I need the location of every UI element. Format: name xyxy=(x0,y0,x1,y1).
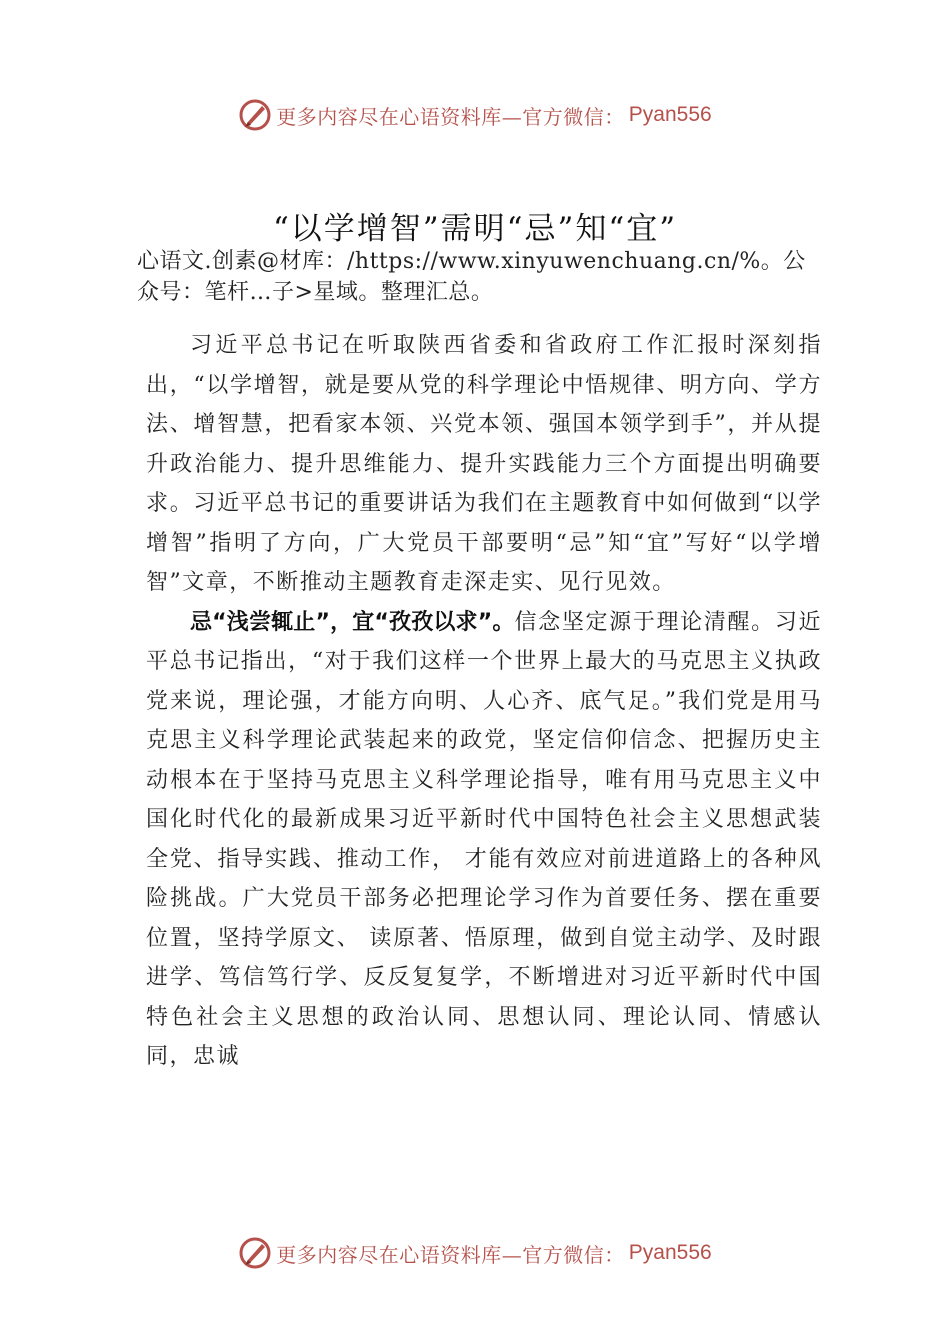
source-line: 心语文.创素@材库：/https://www.xinyuwenchuang.cn/%。公众号：笔杆…子>星域。整理汇总。 xyxy=(137,249,806,305)
quill-logo-icon xyxy=(238,1236,272,1270)
banner-text: 更多内容尽在心语资料库—官方微信： xyxy=(276,1242,625,1267)
quill-logo-icon xyxy=(238,98,272,132)
paragraph-1: 习近平总书记在听取陕西省委和省政府工作汇报时深刻指出，“以学增智，就是要从党的科学理论中悟规律、明方向、学方法、增智慧，把看家本领、兴党本领、强国本领学到手”，并从提升政治能力、提升思维能力、提升实践能力三个方面提出明确要求。习近平总书记的重要讲话为我们在主题教育中如何做到“以学增智”指明了方向，广大党员干部要明“忌”知“宜”写好“以学增智”文章，不断推动主题教育走深走实、见行见效。 xyxy=(146,333,822,595)
footer-watermark-banner xyxy=(0,1233,950,1273)
paragraph-2-lead: 忌“浅尝辄止”，宜“孜孜以求”。 xyxy=(190,609,515,635)
banner-wechat-id: Pyan556 xyxy=(628,1241,712,1264)
header-watermark-banner xyxy=(0,95,950,135)
banner-wechat-id: Pyan556 xyxy=(628,103,712,126)
paragraph-2-body: 信念坚定源于理论清醒。习近平总书记指出，“对于我们这样一个世界上最大的马克思主义执政党来说，理论强，才能方向明、人心齐、底气足。”我们党是用马克思主义科学理论武装起来的政党，坚定信仰信念、把握历史主动根本在于坚持马克思主义科学理论指导，唯有用马克思主义中国化时代化的最新成果习近平新时代中国特色社会主义思想武装全党、指导实践、推动工作， 才能有效应对前进道路上的各种风险挑战。广大党员干部务必把理论学习作为首要任务、摆在重要位置，坚持学原文、 读原著、悟原理，做到自觉主动学、及时跟进学、笃信笃行学、反反复复学，不断增进对习近平新时代中国特色社会主义思想的政治认同、思想认同、理论认同、情感认同，忠诚 xyxy=(146,609,822,1069)
document-body xyxy=(146,326,822,1077)
banner-text: 更多内容尽在心语资料库—官方微信： xyxy=(276,104,625,129)
paragraph-2 xyxy=(146,603,822,1077)
document-title: “以学增智”需明“忌”知“宜” xyxy=(272,211,678,247)
